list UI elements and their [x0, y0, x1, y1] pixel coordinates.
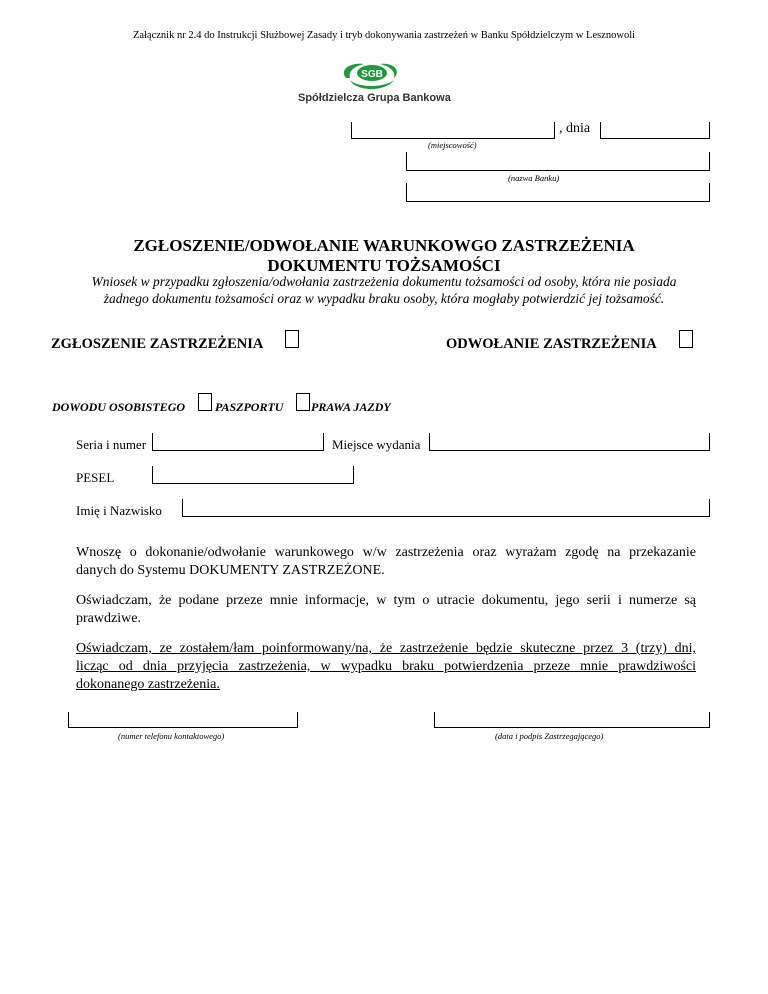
subtitle-line-1: Wniosek w przypadku zgłoszenia/odwołania zastrzeżenia dokumentu tożsamości od osoby, która nie posiada	[91, 274, 677, 289]
attachment-note: Załącznik nr 2.4 do Instrukcji Służbowej Zasady i tryb dokonywania zastrzeżeń w Banku Spółdzielczym w Lesznowoli	[132, 30, 636, 41]
logo-badge: SGB	[361, 69, 383, 80]
driving-license-label: PRAWA JAZDY	[311, 400, 391, 414]
bank-name-field[interactable]	[406, 152, 710, 171]
bank-name-field-2[interactable]	[406, 183, 710, 202]
place-hint: (miejscowość)	[428, 140, 477, 150]
consent-line-1: Wnoszę o dokonanie/odwołanie warunkowego w/w zastrzeżenia oraz wyrażam zgodę na przekazanie	[76, 545, 696, 560]
truth-line-2: prawdziwe.	[76, 611, 141, 626]
pesel-field[interactable]	[152, 466, 354, 484]
issue-place-label: Miejsce wydania	[332, 437, 421, 452]
passport-checkbox[interactable]	[296, 393, 310, 411]
consent-statement	[76, 544, 696, 580]
series-field[interactable]	[152, 433, 324, 451]
name-label: Imię i Nazwisko	[76, 503, 162, 518]
dnia-label: , dnia	[559, 121, 591, 136]
place-field[interactable]	[351, 122, 555, 139]
bank-hint: (nazwa Banku)	[508, 173, 560, 183]
phone-hint: (numer telefonu kontaktowego)	[118, 731, 225, 741]
consent-line-2: danych do Systemu DOKUMENTY ZASTRZEŻONE.	[76, 563, 385, 578]
info-line-3: dokonanego zastrzeżenia.	[76, 677, 220, 692]
title-line-2: DOKUMENTU TOŻSAMOŚCI	[267, 256, 501, 275]
revoke-label: ODWOŁANIE ZASTRZEŻENIA	[446, 336, 657, 352]
revoke-checkbox[interactable]	[679, 330, 693, 348]
issue-place-field[interactable]	[429, 433, 710, 451]
pesel-label: PESEL	[76, 470, 115, 485]
id-card-checkbox[interactable]	[198, 393, 212, 411]
signature-field[interactable]	[434, 712, 710, 728]
info-line-2: licząc od dnia przyjęcia zastrzeżenia, w wypadku braku potwierdzenia przeze mnie prawdziwości	[76, 659, 696, 674]
name-field[interactable]	[182, 499, 710, 517]
report-label: ZGŁOSZENIE ZASTRZEŻENIA	[51, 336, 264, 352]
subtitle-line-2: żadnego dokumentu tożsamości oraz w wypadku braku osoby, która mogłaby potwierdzić jej tożsamość.	[103, 291, 665, 306]
title-line-1: ZGŁOSZENIE/ODWOŁANIE WARUNKOWGO ZASTRZEŻENIA	[133, 236, 635, 255]
info-line-1: Oświadczam, ze zostałem/łam poinformowany/na, że zastrzeżenie będzie skuteczne przez 3 (trzy) dni,	[76, 641, 696, 656]
phone-field[interactable]	[68, 712, 298, 728]
date-field[interactable]	[600, 122, 710, 139]
id-card-label: DOWODU OSOBISTEGO	[52, 400, 186, 414]
report-checkbox[interactable]	[285, 330, 299, 348]
form-title	[0, 236, 768, 276]
form-subtitle	[40, 273, 728, 307]
logo-text: Spółdzielcza Grupa Bankowa	[298, 92, 451, 104]
signature-hint: (data i podpis Zastrzegającego)	[495, 731, 604, 741]
series-label: Seria i numer	[76, 437, 147, 452]
truth-line-1: Oświadczam, że podane przeze mnie informacje, w tym o utracie dokumentu, jego serii i numerze są	[76, 593, 696, 608]
truth-statement	[76, 592, 696, 628]
passport-label: PASZPORTU	[215, 400, 284, 414]
info-statement	[76, 640, 696, 694]
